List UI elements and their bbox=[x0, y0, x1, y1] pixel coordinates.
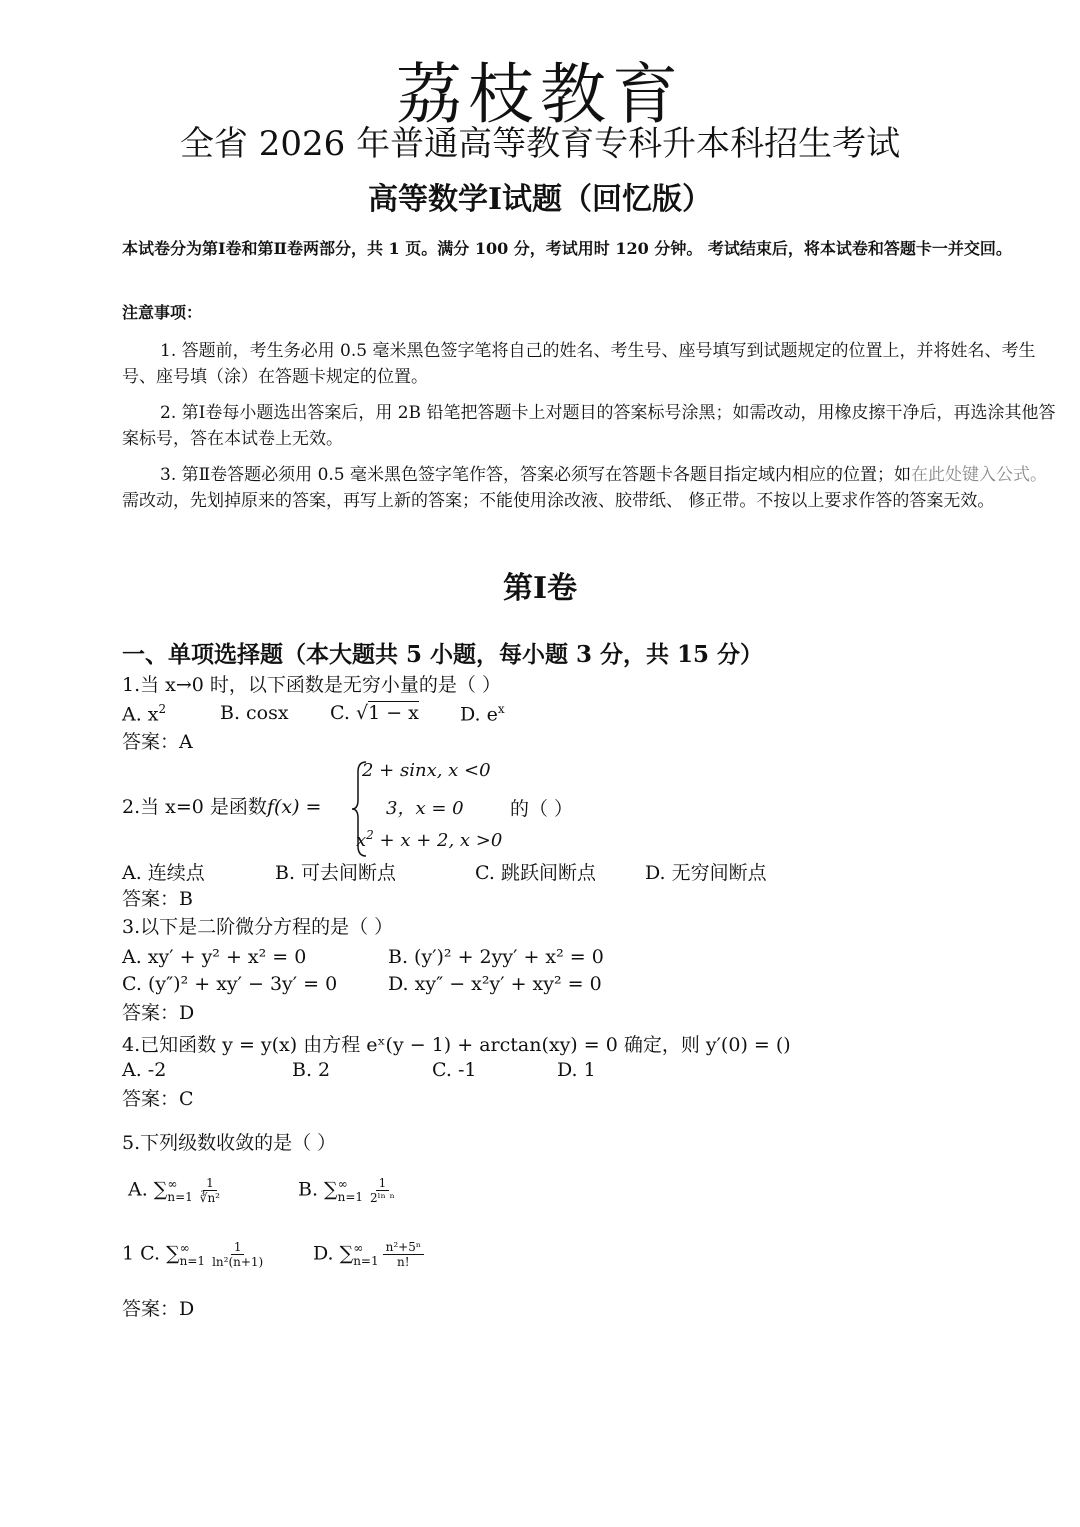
q2-option-c: C. 跳跃间断点 bbox=[475, 862, 596, 884]
q5-option-c: 1 C. ∑ ∞ n=1 $\frac{1}{\text{ln²(n+1)}}$ bbox=[122, 1240, 264, 1269]
q3-option-a: A. xy′ + y² + x² = 0 bbox=[122, 946, 307, 968]
notice-title: 注意事项： bbox=[122, 303, 203, 322]
q2-case-3: $x^2 + x + 2$, x >0 bbox=[356, 828, 503, 851]
q2-option-d: D. 无穷间断点 bbox=[645, 862, 767, 884]
q3-option-c: C. (y″)² + xy′ − 3y′ = 0 bbox=[122, 973, 338, 995]
q3-answer: 答案：D bbox=[122, 1002, 195, 1024]
q4-answer: 答案：C bbox=[122, 1088, 194, 1110]
q2-stem-tail: 的（ ） bbox=[510, 798, 574, 820]
notice-item-3-text-b: 需改动，先划掉原来的答案，再写上新的答案；不能使用涂改液、胶带纸、 修正带。不按以上要求作答的答案无效。 bbox=[122, 491, 995, 511]
q1-option-d: D. $e^x$ bbox=[460, 702, 505, 726]
exam-subtitle: 全省 2026 年普通高等教育专科升本科招生考试 bbox=[179, 124, 901, 164]
q2-option-a: A. 连续点 bbox=[122, 862, 205, 884]
q2-answer: 答案：B bbox=[122, 888, 193, 910]
volume-title: 第Ⅰ卷 bbox=[502, 571, 578, 606]
q3-option-d: D. xy″ − x²y′ + xy² = 0 bbox=[388, 973, 602, 995]
q5-answer: 答案：D bbox=[122, 1298, 195, 1320]
notice-item-1: 1. 答题前，考生务必用 0.5 毫米黑色签字笔将自己的姓名、考生号、座号填写到试题规定的位置上，并将姓名、考生号、座号填（涂）在答题卡规定的位置。 bbox=[122, 341, 1036, 387]
q4-option-b: B. 2 bbox=[292, 1059, 331, 1081]
section-title: 一、单项选择题（本大题共 5 小题，每小题 3 分，共 15 分） bbox=[122, 641, 764, 668]
q5-option-d: D. ∑ ∞ n=1 $\frac{\text{n²+5ⁿ}}{n!}$ bbox=[313, 1240, 424, 1269]
q1-answer: 答案：A bbox=[122, 731, 193, 753]
q2-stem: 2.当 x=0 是函数f(x) = bbox=[122, 796, 322, 818]
q3-stem: 3.以下是二阶微分方程的是（ ） bbox=[122, 916, 394, 938]
q5-option-b: B. ∑ ∞ n=1 $\frac{1}{\text{2ˡⁿ ⁿ}}$ bbox=[298, 1176, 395, 1205]
q5-stem: 5.下列级数收敛的是（ ） bbox=[122, 1132, 337, 1154]
paper-title: 高等数学Ⅰ试题（回忆版） bbox=[367, 182, 713, 217]
q2-option-b: B. 可去间断点 bbox=[275, 862, 397, 884]
q1-stem: 1.当 x→0 时，以下函数是无穷小量的是（ ） bbox=[122, 674, 501, 696]
intro-text: 本试卷分为第Ⅰ卷和第Ⅱ卷两部分，共 1 页。满分 100 分，考试用时 120 分钟。 考试结束后，将本试卷和答题卡一并交回。 bbox=[122, 239, 1012, 258]
notice-item-3-text-a: 3. 第Ⅱ卷答题必须用 0.5 毫米黑色签字笔作答，答案必须写在答题卡各题目指定域内相应的位置；如 bbox=[160, 465, 912, 485]
q1-option-b: B. cosx bbox=[220, 702, 289, 724]
q2-case-1: 2 + sinx, x <0 bbox=[362, 760, 491, 781]
q4-option-a: A. -2 bbox=[122, 1059, 167, 1081]
brand-title: 荔枝教育 bbox=[396, 56, 684, 133]
q1-option-c: C. √1 − x bbox=[330, 702, 419, 724]
notice-item-3 bbox=[122, 462, 1057, 514]
q4-option-d: D. 1 bbox=[557, 1059, 596, 1081]
q4-stem: 4.已知函数 y = y(x) 由方程 eˣ(y − 1) + arctan(xy) = 0 确定，则 y′(0) = () bbox=[122, 1034, 791, 1056]
q4-option-c: C. -1 bbox=[432, 1059, 477, 1081]
q2-function: f(x) = bbox=[266, 796, 322, 818]
q2-case-2: 3，x = 0 bbox=[386, 798, 464, 819]
notice-item-2: 2. 第Ⅰ卷每小题选出答案后，用 2B 铅笔把答题卡上对题目的答案标号涂黑；如需改动，用橡皮擦干净后，再选涂其他答案标号，答在本试卷上无效。 bbox=[122, 403, 1056, 449]
q5-option-a: A. ∑ ∞ n=1 $\frac{1}{\text{∛n²}}$ bbox=[128, 1176, 220, 1205]
equation-placeholder[interactable]: 在此处键入公式。 bbox=[911, 465, 1048, 485]
q1-option-a: A. $x^2$ bbox=[122, 702, 167, 726]
q3-option-b: B. (y′)² + 2yy′ + x² = 0 bbox=[388, 946, 604, 968]
